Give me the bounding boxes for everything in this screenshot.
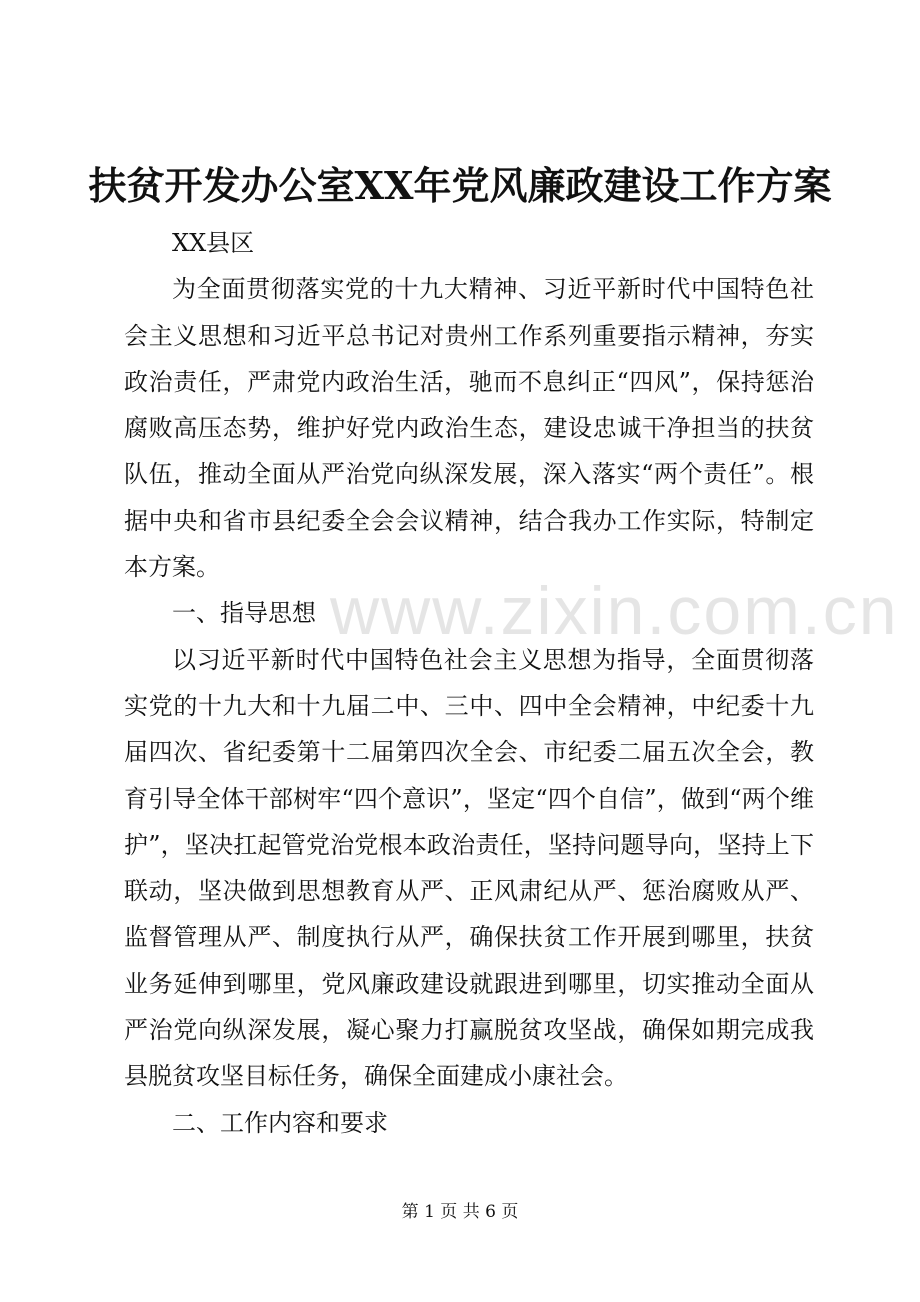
section-heading-guiding-ideology: 一、指导思想 xyxy=(172,599,316,628)
site-watermark: www.zixin.com.cn xyxy=(330,573,899,649)
page-footer xyxy=(0,1198,920,1226)
page-number-label: 第 1 页 共 6 页 xyxy=(401,1202,519,1222)
document-title: 扶贫开发办公室XX年党风廉政建设工作方案 xyxy=(88,163,832,208)
guiding-ideology-paragraph: 以习近平新时代中国特色社会主义思想为指导，全面贯彻落实党的十九大和十九届二中、三中、四中全会精神，中纪委十九届四次、省纪委第十二届第四次全会、市纪委二届五次全会，教育引导全体干部树牢“四个意识”，坚定“四个自信”，做到“两个维护”，坚决扛起管党治党根本政治责任，坚持问题导向，坚持上下联动，坚决做到思想教育从严、正风肃纪从严、惩治腐败从严、监督管理从严、制度执行从严，确保扶贫工作开展到哪里，扶贫业务延伸到哪里，党风廉政建设就跟进到哪里，切实推动全面从严治党向纵深发展，凝心聚力打赢脱贫攻坚战，确保如期完成我县脱贫攻坚目标任务，确保全面建成小康社会。 xyxy=(124,645,814,1091)
section-heading-work-content: 二、工作内容和要求 xyxy=(172,1108,388,1137)
document-region-line: XX县区 xyxy=(172,229,255,257)
document-body xyxy=(124,220,814,1146)
intro-paragraph: 为全面贯彻落实党的十九大精神、习近平新时代中国特色社会主义思想和习近平总书记对贵州工作系列重要指示精神，夯实政治责任，严肃党内政治生活，驰而不息纠正“四风”，保持惩治腐败高压态势，维护好党内政治生态，建设忠诚干净担当的扶贫队伍，推动全面从严治党向纵深发展，深入落实“两个责任”。根据中央和省市县纪委全会会议精神，结合我办工作实际，特制定本方案。 xyxy=(124,275,814,582)
